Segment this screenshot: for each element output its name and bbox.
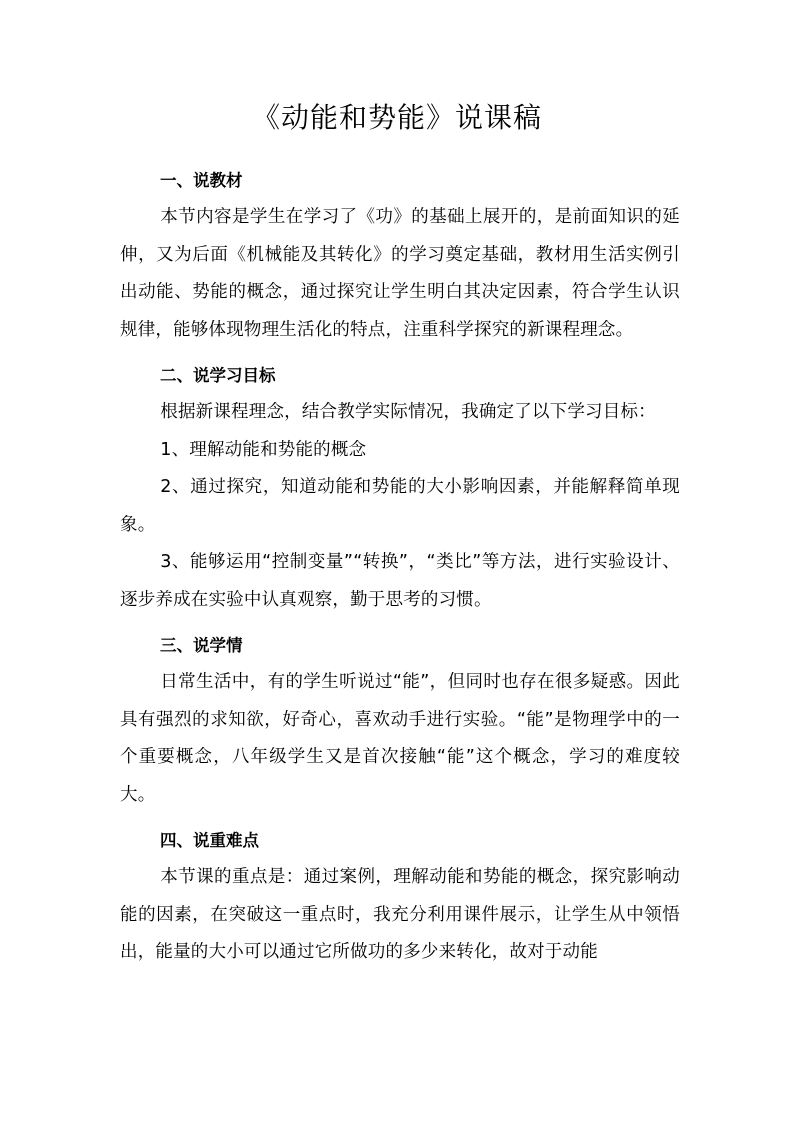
list-item: 1、理解动能和势能的概念 — [160, 439, 367, 460]
list-item: 2、通过探究，知道动能和势能的大小影响因素，并能解释简单现象。 — [120, 477, 680, 535]
section-heading: 四、说重难点 — [160, 831, 259, 850]
paragraph: 本节内容是学生在学习了《功》的基础上展开的，是前面知识的延伸，又为后面《机械能及其转化》的学习奠定基础，教材用生活实例引出动能、势能的概念，通过探究让学生明白其决定因素，符合学生认识规律，能够体现物理生活化的特点，注重科学探究的新课程理念。 — [120, 207, 680, 340]
document-body — [120, 162, 680, 972]
list-item: 3、能够运用“控制变量”“转换”，“类比”等方法，进行实验设计、逐步养成在实验中认真观察，勤于思考的习惯。 — [120, 552, 680, 610]
section-heading: 三、说学情 — [160, 636, 243, 655]
section-heading: 一、说教材 — [160, 171, 243, 190]
paragraph: 根据新课程理念，结合教学实际情况，我确定了以下学习目标： — [160, 402, 656, 422]
paragraph: 本节课的重点是：通过案例，理解动能和势能的概念，探究影响动能的因素，在突破这一重点时，我充分利用课件展示，让学生从中领悟出，能量的大小可以通过它所做功的多少来转化，故对于动能 — [120, 867, 680, 962]
section-heading: 二、说学习目标 — [160, 366, 276, 385]
paragraph: 日常生活中，有的学生听说过“能”，但同时也存在很多疑惑。因此具有强烈的求知欲，好奇心，喜欢动手进行实验。“能”是物理学中的一个重要概念，八年级学生又是首次接触“能”这个概念，学习的难度较大。 — [120, 672, 680, 805]
document-title: 《动能和势能》说课稿 — [251, 101, 542, 134]
